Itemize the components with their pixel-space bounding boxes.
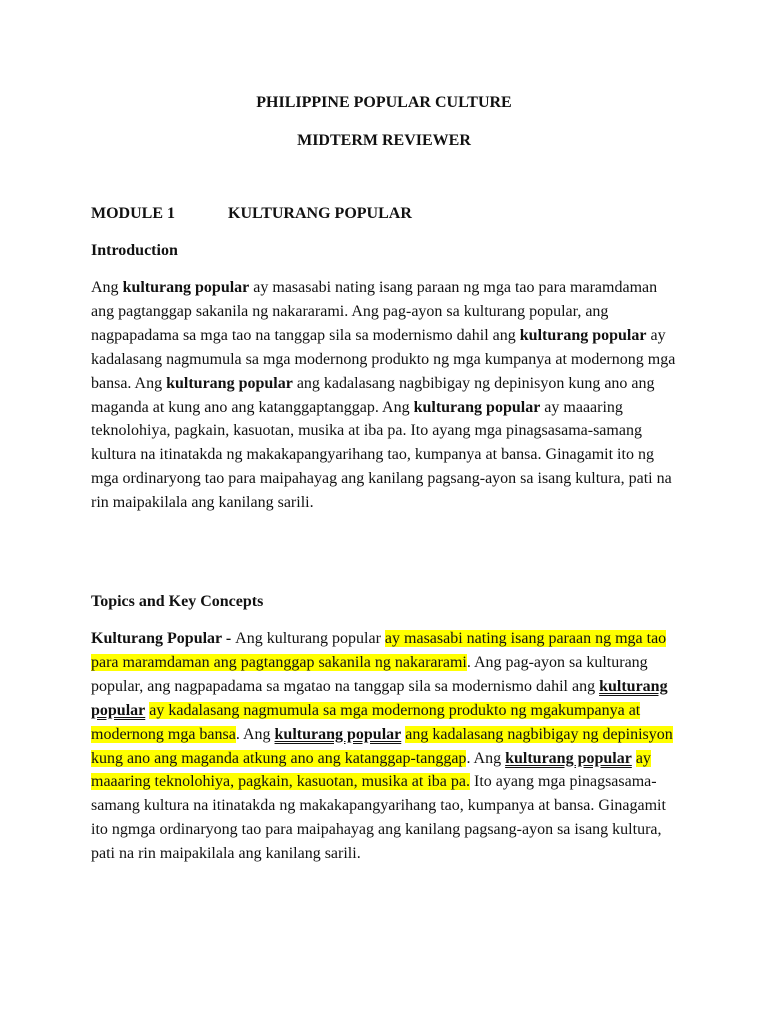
term-label: Kulturang Popular - xyxy=(91,630,236,647)
module-name: KULTURANG POPULAR xyxy=(228,205,412,222)
topics-paragraph xyxy=(91,627,683,866)
document-title: PHILIPPINE POPULAR CULTURE xyxy=(256,94,512,111)
highlighted-text: ang kadalasang nagbibigay ng depinisyon kung ano ang maganda atkung ano ang katanggap-tanggap xyxy=(91,725,673,767)
text-run: Ito ayang mga pinagsasama-samang kultura na itinatakda ng makakapangyarihang tao, kumpanya at bansa. Ginagamit ito ngmga ordinaryong tao para maipahayag ang kanilang pagsang-ayon sa isang kultura, pati na rin maipakilala ang kanilang sarili. xyxy=(91,773,666,863)
underlined-term: kulturang popular xyxy=(505,749,632,767)
introduction-heading: Introduction xyxy=(91,242,178,259)
module-heading xyxy=(91,205,412,223)
introduction-paragraph xyxy=(91,276,683,515)
text-run: ang kadalasang nagbibigay ng depinisyon kung ano ang maganda at kung ano ang katanggaptanggap. Ang xyxy=(91,374,655,416)
bold-term: kulturang popular xyxy=(122,279,250,296)
topics-heading: Topics and Key Concepts xyxy=(91,593,264,610)
text-run: . Ang pag-ayon sa kulturang popular, ang nagpapadama sa mgatao na tanggap sila sa modernismo dahil ang xyxy=(91,653,648,695)
highlighted-text: ay kadalasang nagmumula sa mga modernong produkto ng mgakumpanya at modernong mga bansa xyxy=(91,701,641,743)
document-subtitle: MIDTERM REVIEWER xyxy=(297,132,471,149)
text-run: Ang xyxy=(91,279,123,296)
text-run: ay maaaring teknolohiya, pagkain, kasuotan, musika at iba pa. Ito ayang mga pinagsasama-samang kultura na itinatakda ng makakapangyarihang tao, kumpanya at bansa. Ginagamit ito ng mga ordinaryong tao para maipahayag ang kanilang pagsang-ayon sa isang kultura, pati na rin maipakilala ang kanilang sarili. xyxy=(91,398,672,512)
text-run: Ang kulturang popular xyxy=(235,630,385,647)
bold-term: kulturang popular xyxy=(413,398,541,416)
module-number: MODULE 1 xyxy=(91,205,175,222)
text-run: ay kadalasang nagmumula sa mga modernong produkto ng mga kumpanya at modernong mga bansa. Ang xyxy=(91,326,676,392)
highlighted-text: ay masasabi nating isang paraan ng mga tao para maramdaman ang pagtanggap sakanila ng nakararami xyxy=(91,630,667,671)
text-run: . Ang xyxy=(466,749,506,767)
highlighted-text: ay maaaring teknolohiya, pagkain, kasuotan, musika at iba pa. xyxy=(91,749,651,791)
text-run: . Ang xyxy=(235,725,275,743)
bold-term: kulturang popular xyxy=(519,326,647,344)
underlined-term: kulturang popular xyxy=(274,725,402,743)
text-run: ay masasabi nating isang paraan ng mga tao para maramdaman ang pagtanggap sakanila ng nakararami. Ang pag-ayon sa kulturang popular, ang nagpapadama sa mga tao na tanggap sila sa modernismo dahil ang xyxy=(91,279,658,344)
bold-term: kulturang popular xyxy=(166,374,293,392)
underlined-term: kulturang popular xyxy=(91,677,668,719)
